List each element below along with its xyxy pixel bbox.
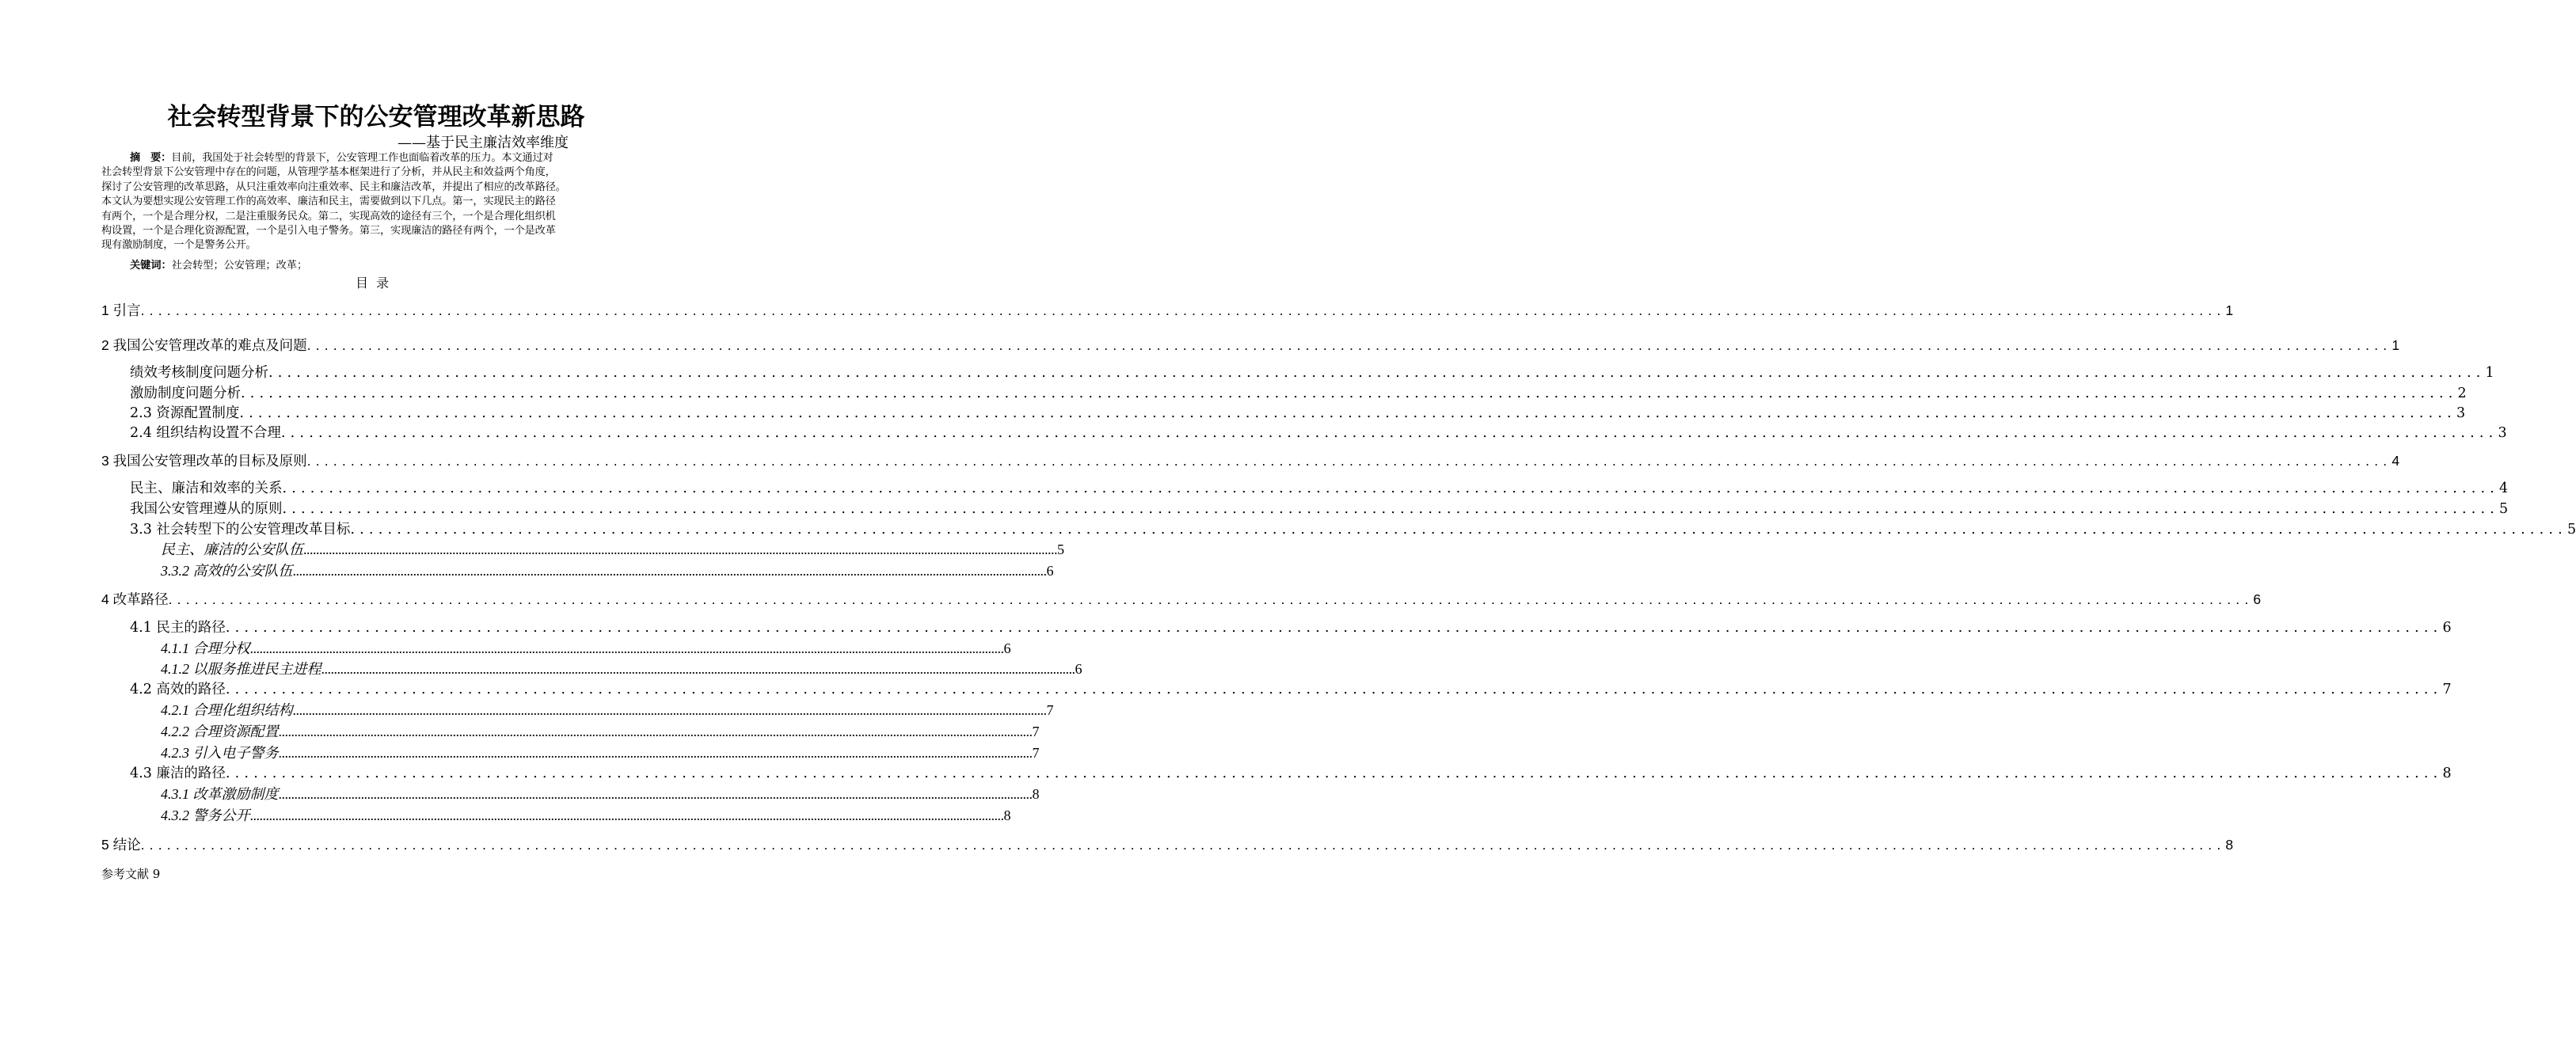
document-subtitle: ——基于民主廉洁效率维度 bbox=[398, 135, 569, 151]
toc-entry[interactable] bbox=[101, 589, 2262, 610]
toc-page-number: 1 bbox=[2485, 365, 2494, 381]
abstract-line: 探讨了公安管理的改革思路，从只注重效率向注重效率、民主和廉洁改革，并提出了相应的改革路径。 bbox=[101, 180, 566, 193]
toc-leader: .............................................................................................................................................................................................................................................. bbox=[168, 591, 2254, 607]
toc-leader: .............................................................................................................................................................................................................................................. bbox=[249, 640, 1004, 656]
toc-entry-text: 4.2.1 合理化组织结构 bbox=[161, 702, 293, 718]
toc-entry-text: 4 改革路径 bbox=[101, 591, 169, 607]
toc-entry[interactable] bbox=[130, 478, 2509, 499]
document-title: 社会转型背景下的公安管理改革新思路 bbox=[167, 103, 585, 131]
toc-page-number: 7 bbox=[1032, 745, 1040, 761]
toc-entry-text: 5 结论 bbox=[101, 837, 141, 853]
toc-page-number: 3 bbox=[2456, 405, 2466, 421]
toc-entry-text: 4.2.3 引入电子警务 bbox=[161, 745, 279, 761]
keywords-text: 社会转型；公安管理；改革； bbox=[171, 260, 308, 272]
keywords bbox=[130, 259, 307, 273]
abstract bbox=[101, 151, 678, 253]
abstract-label: 摘 要： bbox=[130, 152, 172, 164]
toc-page-number: 5 bbox=[1057, 542, 1064, 557]
toc-leader: .............................................................................................................................................................................................................................................. bbox=[241, 386, 2458, 401]
toc-page-number: 6 bbox=[1003, 640, 1011, 656]
toc-entry[interactable] bbox=[130, 383, 2467, 404]
toc-entry[interactable] bbox=[161, 721, 1040, 742]
toc-entry[interactable] bbox=[161, 784, 1040, 804]
toc-entry[interactable] bbox=[161, 743, 1040, 763]
toc-leader: .............................................................................................................................................................................................................................................. bbox=[249, 808, 1004, 823]
toc-leader: .............................................................................................................................................................................................................................................. bbox=[292, 702, 1047, 718]
toc-entry-text: 2 我国公安管理改革的难点及问题 bbox=[101, 337, 307, 353]
toc-page-number: 6 bbox=[1046, 563, 1054, 579]
toc-leader: .............................................................................................................................................................................................................................................. bbox=[282, 481, 2500, 496]
abstract-line: 本文认为要想实现公安管理工作的高效率、廉洁和民主，需要做到以下几点。第一，实现民主的路径 bbox=[101, 196, 556, 208]
toc-entry-text: 2.4 组织结构设置不合理 bbox=[130, 425, 281, 441]
toc-page-number: 7 bbox=[2442, 682, 2452, 697]
toc-entry[interactable] bbox=[161, 638, 1011, 659]
toc-entry[interactable] bbox=[101, 450, 2400, 471]
toc-leader: .............................................................................................................................................................................................................................................. bbox=[321, 661, 1075, 677]
toc-leader: .............................................................................................................................................................................................................................................. bbox=[350, 522, 2567, 538]
toc-entry[interactable] bbox=[130, 499, 2509, 519]
toc-leader: .............................................................................................................................................................................................................................................. bbox=[292, 563, 1047, 579]
abstract-line bbox=[101, 151, 678, 165]
toc-entry[interactable] bbox=[101, 335, 2400, 355]
toc-entry-text: 1 引言 bbox=[101, 302, 141, 318]
toc-entry[interactable] bbox=[161, 659, 1083, 679]
toc-entry-text: 3.3 社会转型下的公安管理改革目标 bbox=[130, 522, 351, 538]
toc-leader: .............................................................................................................................................................................................................................................. bbox=[140, 302, 2226, 318]
toc-entry[interactable] bbox=[161, 539, 1064, 560]
toc-leader: .............................................................................................................................................................................................................................................. bbox=[303, 542, 1057, 557]
abstract-line: 构设置，一个是合理化资源配置，一个是引入电子警务。第三，实现廉洁的路径有两个，一个是改革 bbox=[101, 224, 556, 237]
toc-leader: .............................................................................................................................................................................................................................................. bbox=[239, 405, 2456, 421]
toc-entry[interactable] bbox=[161, 805, 1011, 826]
toc-entry-text: 4.3.1 改革激励制度 bbox=[161, 786, 279, 802]
toc-page-number: 2 bbox=[2457, 386, 2467, 401]
toc-entry-text: 2.3 资源配置制度 bbox=[130, 405, 240, 421]
toc-entry[interactable] bbox=[130, 423, 2507, 443]
toc-entry[interactable] bbox=[101, 300, 2234, 321]
abstract-text: 目前，我国处于社会转型的背景下，公安管理工作也面临着改革的压力。本文通过对 bbox=[171, 152, 554, 164]
toc-page-number: 1 bbox=[2225, 302, 2234, 318]
toc-entry-text: 4.1.2 以服务推进民主进程 bbox=[161, 661, 322, 677]
toc-leader: .............................................................................................................................................................................................................................................. bbox=[225, 620, 2443, 636]
toc-entry-text: 4.3 廉洁的路径 bbox=[130, 766, 226, 781]
toc-entry-text: 4.1.1 合理分权 bbox=[161, 640, 250, 656]
toc-page-number: 6 bbox=[2442, 620, 2452, 636]
toc-leader: .............................................................................................................................................................................................................................................. bbox=[278, 786, 1033, 802]
toc-page-number: 8 bbox=[2442, 766, 2452, 781]
toc-page-number: 8 bbox=[1032, 786, 1040, 802]
toc-entry[interactable] bbox=[130, 763, 2452, 784]
toc-leader: .............................................................................................................................................................................................................................................. bbox=[280, 425, 2498, 441]
toc-leader: .............................................................................................................................................................................................................................................. bbox=[268, 365, 2486, 381]
toc-entry[interactable] bbox=[161, 560, 1054, 581]
toc-entry[interactable] bbox=[101, 834, 2234, 855]
toc-page-number: 6 bbox=[1075, 661, 1083, 677]
toc-entry[interactable] bbox=[130, 363, 2494, 383]
abstract-line: 社会转型背景下公安管理中存在的问题，从管理学基本框架进行了分析，并从民主和效益两个角度， bbox=[101, 166, 556, 179]
toc-leader: .............................................................................................................................................................................................................................................. bbox=[278, 724, 1033, 739]
toc-page-number: 7 bbox=[1046, 702, 1054, 718]
toc-page-number: 5 bbox=[2499, 501, 2509, 517]
toc-entry-text: 我国公安管理遵从的原则 bbox=[130, 501, 283, 517]
toc-entry[interactable] bbox=[161, 700, 1054, 720]
toc-page-number: 6 bbox=[2253, 591, 2262, 607]
toc-entry[interactable] bbox=[130, 679, 2452, 700]
toc-page-number: 8 bbox=[2225, 837, 2234, 853]
toc-leader: .............................................................................................................................................................................................................................................. bbox=[225, 682, 2443, 697]
toc-entry-text: 绩效考核制度问题分析 bbox=[130, 365, 268, 381]
toc-leader: .............................................................................................................................................................................................................................................. bbox=[140, 837, 2226, 853]
toc-entry-text: 民主、廉洁的公安队伍 bbox=[161, 542, 303, 557]
references-entry[interactable]: 参考文献 9 bbox=[101, 867, 161, 881]
toc-entry-text: 3.3.2 高效的公安队伍 bbox=[161, 563, 293, 579]
toc-entry[interactable] bbox=[130, 519, 2576, 540]
abstract-line: 有两个，一个是合理分权，二是注重服务民众。第二，实现高效的途径有三个，一个是合理化组织机 bbox=[101, 210, 556, 222]
toc-leader: .............................................................................................................................................................................................................................................. bbox=[306, 337, 2392, 353]
toc-leader: .............................................................................................................................................................................................................................................. bbox=[282, 501, 2500, 517]
toc-page-number: 7 bbox=[1032, 724, 1040, 739]
toc-entry-text: 民主、廉洁和效率的关系 bbox=[130, 481, 283, 496]
toc-entry-text: 4.3.2 警务公开 bbox=[161, 808, 250, 823]
toc-leader: .............................................................................................................................................................................................................................................. bbox=[278, 745, 1033, 761]
toc-page-number: 4 bbox=[2499, 481, 2509, 496]
abstract-line: 现有激励制度，一个是警务公开。 bbox=[101, 239, 257, 252]
keywords-label: 关键词： bbox=[130, 260, 172, 272]
toc-page-number: 5 bbox=[2566, 522, 2576, 538]
toc-title: 目录 bbox=[355, 276, 397, 291]
toc-entry-text: 4.2.2 合理资源配置 bbox=[161, 724, 279, 739]
toc-entry-text: 4.1 民主的路径 bbox=[130, 620, 226, 636]
toc-page-number: 3 bbox=[2498, 425, 2507, 441]
toc-page-number: 8 bbox=[1003, 808, 1011, 823]
toc-entry[interactable] bbox=[130, 403, 2466, 424]
toc-leader: .............................................................................................................................................................................................................................................. bbox=[306, 453, 2392, 469]
toc-entry[interactable] bbox=[130, 618, 2452, 638]
toc-page-number: 1 bbox=[2391, 337, 2400, 353]
toc-leader: .............................................................................................................................................................................................................................................. bbox=[225, 766, 2443, 781]
toc-entry-text: 4.2 高效的路径 bbox=[130, 682, 226, 697]
toc-entry-text: 3 我国公安管理改革的目标及原则 bbox=[101, 453, 307, 469]
toc-entry-text: 激励制度问题分析 bbox=[130, 386, 241, 401]
toc-page-number: 4 bbox=[2391, 453, 2400, 469]
